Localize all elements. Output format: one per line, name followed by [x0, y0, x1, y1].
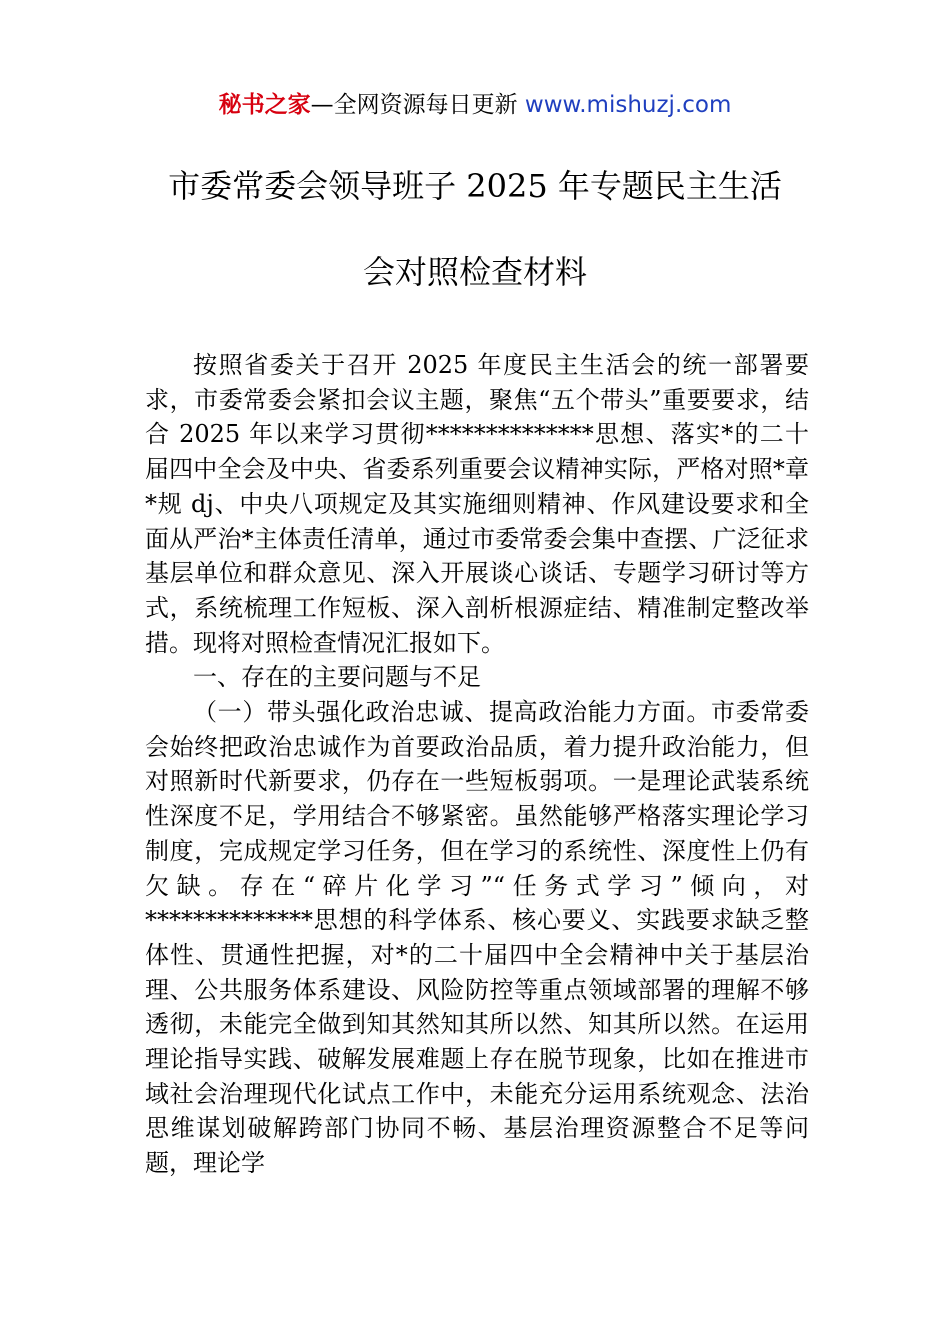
document-title: [0, 162, 950, 334]
site-tagline: —全网资源每日更新: [310, 92, 525, 118]
title-line-2: 会对照检查材料: [362, 253, 587, 291]
section-heading: 一、存在的主要问题与不足: [193, 663, 481, 692]
body-paragraph: （一）带头强化政治忠诚、提高政治能力方面。市委常委会始终把政治忠诚作为首要政治品质，着力提升政治能力，但对照新时代新要求，仍存在一些短板弱项。一是理论武装系统性深度不足，学用结合不够紧密。虽然能够严格落实理论学习制度，完成规定学习任务，但在学习的系统性、深度性上仍有欠缺。存在“碎片化学习”“任务式学习”倾向，对**************思想的科学体系、核心要义、实践要求缺乏整体性、贯通性把握，对*的二十届四中全会精神中关于基层治理、公共服务体系建设、风险防控等重点领域部署的理解不够透彻，未能完全做到知其然知其所以然、知其所以然。在运用理论指导实践、破解发展难题上存在脱节现象，比如在推进市域社会治理现代化试点工作中，未能充分运用系统观念、法治思维谋划破解跨部门协同不畅、基层治理资源整合不足等问题，理论学: [145, 698, 809, 1178]
site-header: [0, 88, 950, 122]
site-brand: 秘书之家: [218, 92, 311, 118]
site-url-link[interactable]: www.mishuzj.com: [524, 92, 732, 118]
document-body: [145, 348, 809, 1181]
intro-paragraph: 按照省委关于召开 2025 年度民主生活会的统一部署要求，市委常委会紧扣会议主题，聚焦“五个带头”重要要求，结合 2025 年以来学习贯彻**************思想、落实*的二十届四中全会及中央、省委系列重要会议精神实际，严格对照*章*规 dj、中央八项规定及其实施细则精神、作风建设要求和全面从严治*主体责任清单，通过市委常委会集中查摆、广泛征求基层单位和群众意见、深入开展谈心谈话、专题学习研讨等方式，系统梳理工作短板、深入剖析根源症结、精准制定整改举措。现将对照检查情况汇报如下。: [145, 351, 809, 657]
title-line-1: 市委常委会领导班子 2025 年专题民主生活: [168, 167, 782, 205]
